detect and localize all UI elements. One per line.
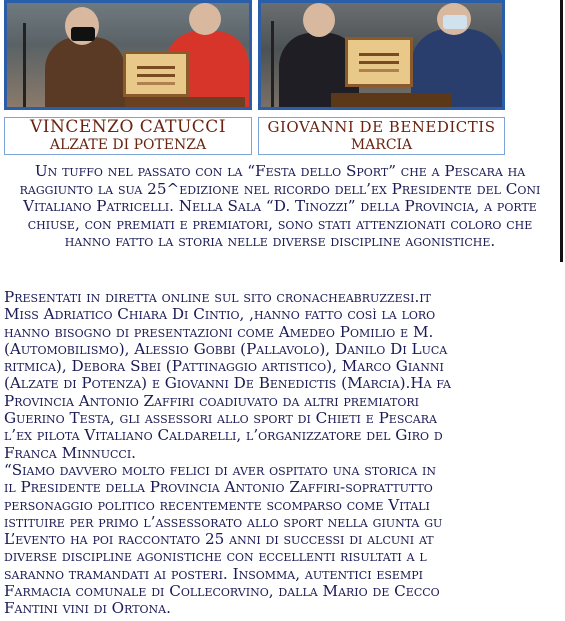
intro-paragraph: Un tuffo nel passato con la “Festa dello Sport” che a Pescara ha raggiunto la sua 25^edizione nel ricordo dell’ex Presidente del Coni Vitaliano Patricelli. Nella Sala “D. Tinozzi” della Provincia, a porte chiuse, con premiati e premiatori, sono stati attenzionati coloro che hanno fatto la storia nelle diverse discipline agonistiche. <box>19 162 541 251</box>
article-body <box>4 289 565 618</box>
body-line: il Presidente della Provincia Antonio Zaffiri-soprattutto <box>4 478 433 497</box>
caption-de-benedictis <box>258 117 505 155</box>
award-photo-de-benedictis <box>258 0 505 110</box>
microphone-stand <box>23 23 26 110</box>
award-name: GIOVANNI DE BENEDICTIS <box>267 118 496 136</box>
body-line: Farmacia comunale di Collecorvino, dalla Mario de Cecco <box>4 582 440 601</box>
body-line: hanno bisogno di presentazioni come Amedeo Pomilio e M. <box>4 322 434 341</box>
award-plaque <box>345 37 413 87</box>
caption-catucci <box>4 117 252 155</box>
body-line: Fantini vini di Ortona. <box>4 599 171 618</box>
lectern <box>331 93 451 110</box>
body-line: l’ex pilota Vitaliano Caldarelli, l’organizzatore del Giro d <box>4 426 443 445</box>
body-line: Guerino Testa, gli assessori allo sport di Chieti e Pescara <box>4 409 437 428</box>
body-line: diverse discipline agonistiche con eccellenti risultati a l <box>4 547 427 566</box>
column-divider <box>560 0 563 262</box>
microphone-stand <box>271 21 274 110</box>
person-left <box>45 37 125 110</box>
body-line: saranno tramandati ai posteri. Insomma, autentici esempi <box>4 564 423 583</box>
body-line: istituire per primo l’assessorato allo sport nella giunta gu <box>4 512 443 531</box>
face-mask <box>71 27 95 41</box>
award-discipline: ALZATE DI POTENZA <box>49 137 207 153</box>
body-line: “Siamo davvero molto felici di aver ospitato una storica in <box>4 460 436 479</box>
body-line: ritmica), Debora Sbei (Pattinaggio artistico), Marco Gianni <box>4 357 444 376</box>
body-line: Provincia Antonio Zaffiri coadiuvato da altri premiatori <box>4 391 420 410</box>
body-line: L’evento ha poi raccontato 25 anni di successi di alcuni at <box>4 530 434 549</box>
face-mask <box>443 15 467 29</box>
face-right <box>189 3 221 35</box>
lectern <box>125 97 245 110</box>
body-line: Miss Adriatico Chiara Di Cintio, ,hanno fatto così la loro <box>4 305 436 324</box>
face-left <box>303 3 335 37</box>
body-line: (Automobilismo), Alessio Gobbi (Pallavolo), Danilo Di Luca <box>4 339 448 358</box>
body-line: (Alzate di Potenza) e Giovanni De Benedictis (Marcia).Ha fa <box>4 374 451 393</box>
award-plaque <box>123 51 189 97</box>
award-name: VINCENZO CATUCCI <box>29 117 227 137</box>
body-line: personaggio politico recentemente scomparso come Vitali <box>4 495 430 514</box>
award-discipline: MARCIA <box>350 137 413 153</box>
body-line: Presentati in diretta online sul sito cronacheabruzzesi.it <box>4 288 432 306</box>
body-line: Franca Minnucci. <box>4 443 136 462</box>
award-photo-catucci <box>4 0 252 110</box>
